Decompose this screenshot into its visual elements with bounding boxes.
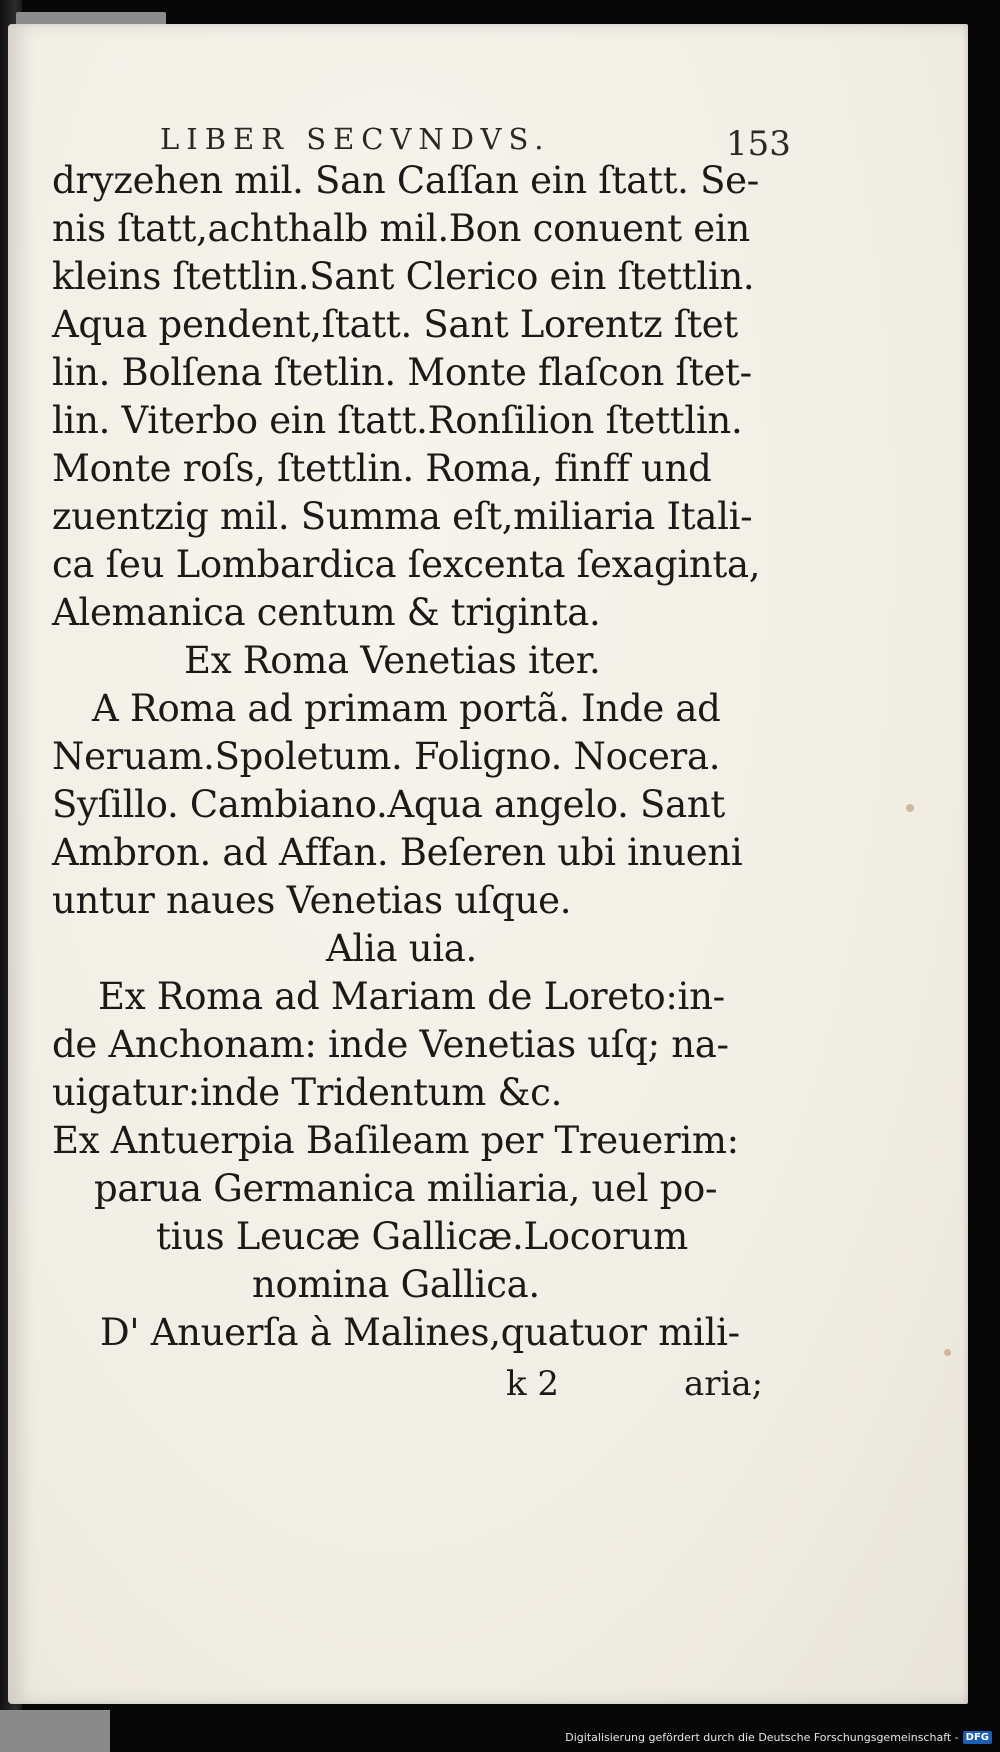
text-line: ca ſeu Lombardica ſexcenta ſexaginta, [52,543,761,586]
text-line: Syſillo. Cambiano.Aqua angelo. Sant [52,783,725,826]
section-heading: Ex Roma Venetias iter. [184,639,601,682]
text-line: parua Germanica miliaria, uel po- [94,1167,718,1210]
text-line: A Roma ad primam portã. Inde ad [92,687,721,730]
text-line: Neruam.Spoletum. Foligno. Nocera. [52,735,721,778]
text-line: de Anchonam: inde Venetias uſq; na- [52,1023,729,1066]
dfg-logo: DFG [963,1731,992,1744]
paper-stain [944,1349,951,1356]
text-line: Ex Antuerpia Baſileam per Treuerim: [52,1119,739,1162]
text-line: tius Leucæ Gallicæ.Locorum [156,1215,688,1258]
text-line: zuentzig mil. Summa eſt,miliaria Itali- [52,495,753,538]
signature-mark: k 2 [506,1364,560,1404]
text-line: Ambron. ad Affan. Beſeren ubi inueni [52,831,743,874]
text-line: Aqua pendent,ſtatt. Sant Lorentz ſtet [52,303,738,346]
text-line: untur naues Venetias uſque. [52,879,572,922]
text-line: kleins ſtettlin.Sant Clerico ein ſtettlin. [52,255,755,298]
text-line: Alemanica centum & triginta. [52,591,601,634]
text-line: nis ſtatt,achthalb mil.Bon conuent ein [52,207,750,250]
text-line: dryzehen mil. San Caſſan ein ſtatt. Se- [52,159,759,202]
section-heading: Alia uia. [326,927,477,970]
running-header: LIBER SECVNDVS. [160,122,551,156]
text-line: lin. Bolſena ſtetlin. Monte flaſcon ſtet- [52,351,752,394]
paper-stain [906,804,914,812]
digitization-credit [565,1731,992,1744]
page-number: 153 [726,124,791,164]
catchword: aria; [684,1364,764,1404]
text-line: Ex Roma ad Mariam de Loreto:in- [98,975,725,1018]
text-line: uigatur:inde Tridentum &c. [52,1071,563,1114]
text-line: lin. Viterbo ein ſtatt.Ronſilion ſtettlin. [52,399,743,442]
credit-text: Digitalisierung gefördert durch die Deutsche Forschungsgemeinschaft - [565,1731,959,1744]
scan-bottom-strip [0,1710,110,1752]
book-page [8,24,968,1704]
text-line: D' Anuerſa à Malines,quatuor mili- [100,1311,740,1354]
text-line: Monte roſs, ſtettlin. Roma, finff und [52,447,712,490]
text-line: nomina Gallica. [252,1263,540,1306]
page-text-block [8,24,968,1704]
